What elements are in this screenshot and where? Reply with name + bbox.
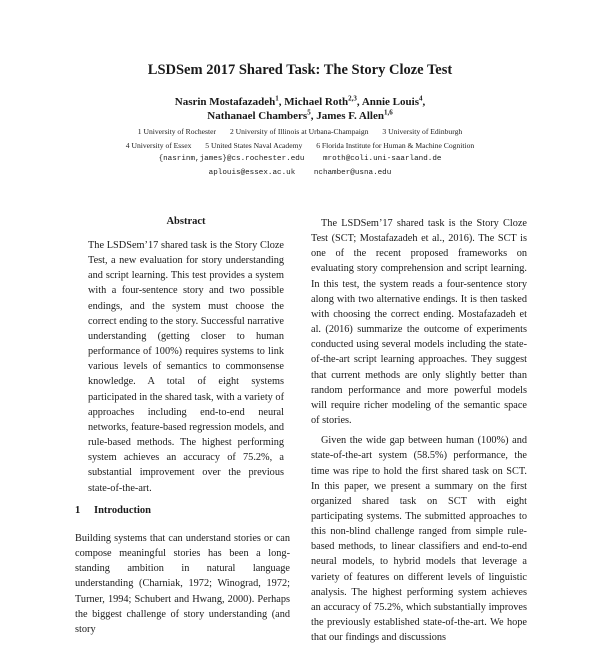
author-name: James F. Allen (316, 110, 384, 122)
affiliation-row-2 (0, 140, 600, 151)
author-name: Annie Louis (361, 96, 419, 108)
author-affiliation-marker: 2,3 (348, 94, 357, 103)
author-affiliation-marker: 4 (418, 94, 423, 103)
introduction-paragraph: Building systems that can understand stories or can compose meaningful stories has been a long-standing ambition in natural language understanding (Charniak, 1972; Winograd, 1972; Turner, 1994; Schubert and Hwang, 2000). Perhaps the biggest challenge of story understanding (and story (75, 533, 290, 635)
author-name: Michael Roth (284, 96, 349, 108)
email-address: mroth@coli.uni-saarland.de (322, 155, 442, 163)
body-paragraph: Given the wide gap between human (100%) and state-of-the-art system (58.5%) performance, the time was ripe to hold the first shared task on SCT. In this paper, we present a summary on the first organized shared task on SCT with eight participating systems. The submitted approaches to this non-blind challenge ranged from simple rule-based methods, to linear classifiers and end-to-end neural models, to hybrid models that leverage a variety of features on different levels of linguistic analysis. The highest performing system achieves an accuracy of 75.2%, which substantially improves the previously established state-of-the-art. We hope that our findings and discussions (311, 435, 527, 644)
introduction-body (75, 531, 290, 637)
author-affiliation-marker: 1 (275, 94, 279, 103)
section-title: Introduction (94, 505, 151, 516)
email-address: aplouis@essex.ac.uk (208, 169, 296, 177)
email-address: {nasrinm,james}@cs.rochester.edu (158, 155, 305, 163)
email-row-1 (0, 153, 600, 166)
affiliation: 5 United States Naval Academy (205, 141, 303, 150)
affiliation: 3 University of Edinburgh (382, 127, 463, 136)
section-number: 1 (75, 505, 81, 516)
abstract-text: The LSDSem’17 shared task is the Story Cloze Test, a new evaluation for story understanding and script learning. This test provides a system with a four-sentence story and two possible endings, and the system must choose the correct ending to the story. Successful narrative understanding (getting closer to human performance of 100%) requires systems to link various levels of semantics to commonsense knowledge. A total of eight systems participated in the shared task, with a variety of approaches including end-to-end neural networks, feature-based regression models, and rule-based methods. The highest performing system achieves an accuracy of 75.2%, a substantial improvement over the previous state-of-the-art. (88, 240, 284, 494)
body-paragraph: The LSDSem’17 shared task is the Story Cloze Test (SCT; Mostafazadeh et al., 2016). The SCT is one of the recent proposed frameworks on evaluating story comprehension and script learning. In this test, the system reads a four-sentence story along with two alternative endings. It is then tasked with choosing the correct ending. Mostafazadeh et al. (2016) summarize the outcome of experiments conducted using several models including the state-of-the-art script learning approaches. They suggest that current methods are only slightly better than random performance and more powerful models will require richer modeling of the semantic space of stories. (311, 218, 527, 427)
section-heading-introduction (75, 505, 290, 516)
author-name: Nasrin Mostafazadeh (174, 96, 276, 108)
abstract-heading: Abstract (166, 216, 206, 227)
affiliation: 1 University of Rochester (137, 127, 217, 136)
author-name: Nathanael Chambers (207, 110, 308, 122)
author-line-1: Nasrin Mostafazadeh$^1$, Michael Roth$^{2,3}$, Annie Louis$^4$, (174, 94, 426, 108)
email-row-2 (0, 167, 600, 180)
affiliation: 4 University of Essex (125, 141, 192, 150)
paper-title: LSDSem 2017 Shared Task: The Story Cloze Test (147, 62, 453, 78)
affiliation: 2 University of Illinois at Urbana-Champaign (229, 127, 369, 136)
author-affiliation-marker: 1,6 (383, 108, 393, 117)
affiliation: 6 Florida Institute for Human & Machine Cognition (316, 141, 475, 150)
author-affiliation-marker: 5 (307, 108, 311, 117)
author-line-2: Nathanael Chambers$^5$, James F. Allen$^{1,6}$ (207, 108, 393, 122)
abstract-body (88, 238, 284, 496)
author-list (0, 95, 600, 123)
email-address: nchamber@usna.edu (313, 169, 392, 177)
right-column (311, 216, 527, 645)
affiliation-row-1 (0, 126, 600, 137)
